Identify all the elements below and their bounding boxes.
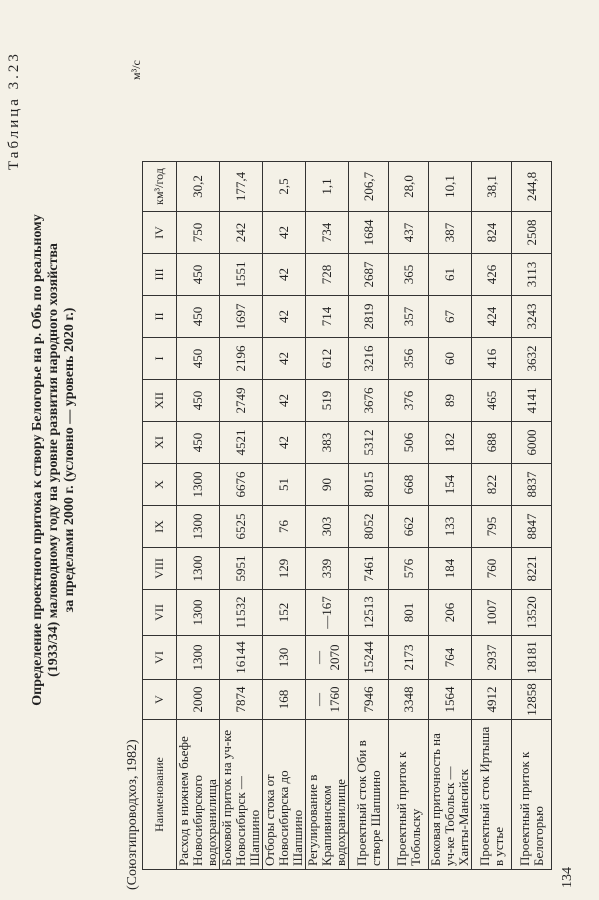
value-cell: 42 xyxy=(263,338,306,380)
value-cell: 357 xyxy=(389,296,429,338)
row-name-cell: Проектный приток к Белогорью xyxy=(512,720,552,870)
value-cell: 1684 xyxy=(349,212,389,254)
value-cell: 12513 xyxy=(349,590,389,636)
value-cell: 2173 xyxy=(389,636,429,680)
value-cell: 60 xyxy=(429,338,472,380)
table-row xyxy=(512,162,552,870)
header-cell: VI xyxy=(143,636,177,680)
value-cell: 2749 xyxy=(220,380,263,422)
value-cell: 38,1 xyxy=(472,162,512,212)
value-cell: 576 xyxy=(389,548,429,590)
value-cell: 506 xyxy=(389,422,429,464)
value-cell: 8847 xyxy=(512,506,552,548)
header-cell: II xyxy=(143,296,177,338)
value-cell: 824 xyxy=(472,212,512,254)
value-cell: 1551 xyxy=(220,254,263,296)
value-cell: 3632 xyxy=(512,338,552,380)
value-cell: 184 xyxy=(429,548,472,590)
header-cell: км³/год xyxy=(143,162,177,212)
source-note: (Союзгипроводхоз, 1982) xyxy=(125,739,140,890)
value-cell: 519 xyxy=(306,380,349,422)
value-cell: 2,5 xyxy=(263,162,306,212)
title-line-1: Определение проектного притока к створу Белогорье на р. Обь по реальному xyxy=(30,214,45,706)
value-cell: 42 xyxy=(263,296,306,338)
title-line-2: (1933/34) маловодному году на уровне развития народного хозяйства xyxy=(46,243,61,677)
value-cell: 8221 xyxy=(512,548,552,590)
value-cell: 206,7 xyxy=(349,162,389,212)
value-cell: 2687 xyxy=(349,254,389,296)
value-cell: 1300 xyxy=(177,636,220,680)
value-cell: 154 xyxy=(429,464,472,506)
value-cell: 42 xyxy=(263,422,306,464)
value-cell: 416 xyxy=(472,338,512,380)
header-cell: III xyxy=(143,254,177,296)
value-cell: 662 xyxy=(389,506,429,548)
header-cell: XI xyxy=(143,422,177,464)
flow-table xyxy=(142,161,552,870)
value-cell: 13520 xyxy=(512,590,552,636)
value-cell: 4141 xyxy=(512,380,552,422)
value-cell: 764 xyxy=(429,636,472,680)
value-cell: 16144 xyxy=(220,636,263,680)
value-cell: 3113 xyxy=(512,254,552,296)
header-cell: I xyxy=(143,338,177,380)
value-cell: 177,4 xyxy=(220,162,263,212)
value-cell: 89 xyxy=(429,380,472,422)
value-cell: 795 xyxy=(472,506,512,548)
value-cell: 734 xyxy=(306,212,349,254)
value-cell: 130 xyxy=(263,636,306,680)
table-body xyxy=(177,162,552,870)
value-cell: 182 xyxy=(429,422,472,464)
value-cell: 387 xyxy=(429,212,472,254)
value-cell: 450 xyxy=(177,338,220,380)
value-cell: 7874 xyxy=(220,680,263,720)
value-cell: 1697 xyxy=(220,296,263,338)
value-cell: 42 xyxy=(263,212,306,254)
value-cell: 42 xyxy=(263,254,306,296)
value-cell: 67 xyxy=(429,296,472,338)
value-cell: 450 xyxy=(177,380,220,422)
value-cell: 426 xyxy=(472,254,512,296)
value-cell: 668 xyxy=(389,464,429,506)
row-name-cell: Проектный приток к Тобольску xyxy=(389,720,429,870)
value-cell: 42 xyxy=(263,380,306,422)
value-cell: 129 xyxy=(263,548,306,590)
row-name-cell: Расход в нижнем бьефе Новосибирского водохранилища xyxy=(177,720,220,870)
value-cell: 376 xyxy=(389,380,429,422)
value-cell: 303 xyxy=(306,506,349,548)
row-name-cell: Проектный сток Оби в створе Шапшино xyxy=(349,720,389,870)
row-name-cell: Отборы стока от Новосибирска до Шапшино xyxy=(263,720,306,870)
value-cell: 339 xyxy=(306,548,349,590)
table-title xyxy=(30,140,78,780)
value-cell: 1300 xyxy=(177,590,220,636)
value-cell: 6676 xyxy=(220,464,263,506)
value-cell: 1300 xyxy=(177,506,220,548)
value-cell: 10,1 xyxy=(429,162,472,212)
table-row xyxy=(263,162,306,870)
header-cell: X xyxy=(143,464,177,506)
value-cell: 3216 xyxy=(349,338,389,380)
header-row xyxy=(143,162,177,870)
value-cell: 4912 xyxy=(472,680,512,720)
value-cell: 424 xyxy=(472,296,512,338)
value-cell: 450 xyxy=(177,296,220,338)
value-cell: 11532 xyxy=(220,590,263,636)
value-cell: 90 xyxy=(306,464,349,506)
value-cell: 7946 xyxy=(349,680,389,720)
header-cell: VII xyxy=(143,590,177,636)
header-cell: IX xyxy=(143,506,177,548)
value-cell: 1300 xyxy=(177,464,220,506)
value-cell: 3348 xyxy=(389,680,429,720)
value-cell: 18181 xyxy=(512,636,552,680)
title-line-3: за пределами 2000 г. (условно — уровень 2020 г.) xyxy=(62,307,77,613)
header-cell: Наименование xyxy=(143,720,177,870)
value-cell: 612 xyxy=(306,338,349,380)
value-cell: 2937 xyxy=(472,636,512,680)
value-cell: 4521 xyxy=(220,422,263,464)
value-cell: 2508 xyxy=(512,212,552,254)
value-cell: 2000 xyxy=(177,680,220,720)
value-cell: 1007 xyxy=(472,590,512,636)
value-cell: 760 xyxy=(472,548,512,590)
value-cell: 365 xyxy=(389,254,429,296)
page-number: 134 xyxy=(560,867,575,888)
value-cell: 7461 xyxy=(349,548,389,590)
value-cell: 5312 xyxy=(349,422,389,464)
value-cell: 383 xyxy=(306,422,349,464)
value-cell: 76 xyxy=(263,506,306,548)
table-row xyxy=(389,162,429,870)
value-cell: 437 xyxy=(389,212,429,254)
value-cell: 714 xyxy=(306,296,349,338)
row-name-cell: Проектный сток Иртыша в устье xyxy=(472,720,512,870)
table-row xyxy=(349,162,389,870)
value-cell: 242 xyxy=(220,212,263,254)
header-cell: V xyxy=(143,680,177,720)
value-cell: 15244 xyxy=(349,636,389,680)
row-name-cell: Боковая приточность на уч-ке Тобольск — Ханты-Мансийск xyxy=(429,720,472,870)
value-cell: 244,8 xyxy=(512,162,552,212)
value-cell: 1,1 xyxy=(306,162,349,212)
value-cell: 152 xyxy=(263,590,306,636)
header-cell: XII xyxy=(143,380,177,422)
table-row xyxy=(472,162,512,870)
value-cell: 8015 xyxy=(349,464,389,506)
value-cell: 688 xyxy=(472,422,512,464)
value-cell: 12858 xyxy=(512,680,552,720)
header-cell: VIII xyxy=(143,548,177,590)
value-cell: 2196 xyxy=(220,338,263,380)
value-cell: 206 xyxy=(429,590,472,636)
value-cell: 8837 xyxy=(512,464,552,506)
value-cell: 728 xyxy=(306,254,349,296)
value-cell: 6000 xyxy=(512,422,552,464)
value-cell: 450 xyxy=(177,254,220,296)
value-cell: 465 xyxy=(472,380,512,422)
value-cell: —1760 xyxy=(306,680,349,720)
row-name-cell: Регулирование в Крапивинском водохранилище xyxy=(306,720,349,870)
value-cell: 356 xyxy=(389,338,429,380)
table-row xyxy=(306,162,349,870)
value-cell: 750 xyxy=(177,212,220,254)
value-cell: 28,0 xyxy=(389,162,429,212)
value-cell: —2070 xyxy=(306,636,349,680)
value-cell: 1300 xyxy=(177,548,220,590)
value-cell: —167 xyxy=(306,590,349,636)
value-cell: 168 xyxy=(263,680,306,720)
value-cell: 6525 xyxy=(220,506,263,548)
value-cell: 61 xyxy=(429,254,472,296)
value-cell: 51 xyxy=(263,464,306,506)
table-label: Таблица 3.23 xyxy=(6,51,22,170)
value-cell: 133 xyxy=(429,506,472,548)
value-cell: 8052 xyxy=(349,506,389,548)
value-cell: 5951 xyxy=(220,548,263,590)
value-cell: 2819 xyxy=(349,296,389,338)
value-cell: 450 xyxy=(177,422,220,464)
row-name-cell: Боковой приток на уч-ке Новосибирск — Шапшино xyxy=(220,720,263,870)
value-cell: 801 xyxy=(389,590,429,636)
value-cell: 3676 xyxy=(349,380,389,422)
header-cell: IV xyxy=(143,212,177,254)
table-row xyxy=(429,162,472,870)
value-cell: 30,2 xyxy=(177,162,220,212)
table-row xyxy=(177,162,220,870)
table-row xyxy=(220,162,263,870)
value-cell: 822 xyxy=(472,464,512,506)
value-cell: 3243 xyxy=(512,296,552,338)
units-label: м³/с xyxy=(129,60,143,80)
value-cell: 1564 xyxy=(429,680,472,720)
